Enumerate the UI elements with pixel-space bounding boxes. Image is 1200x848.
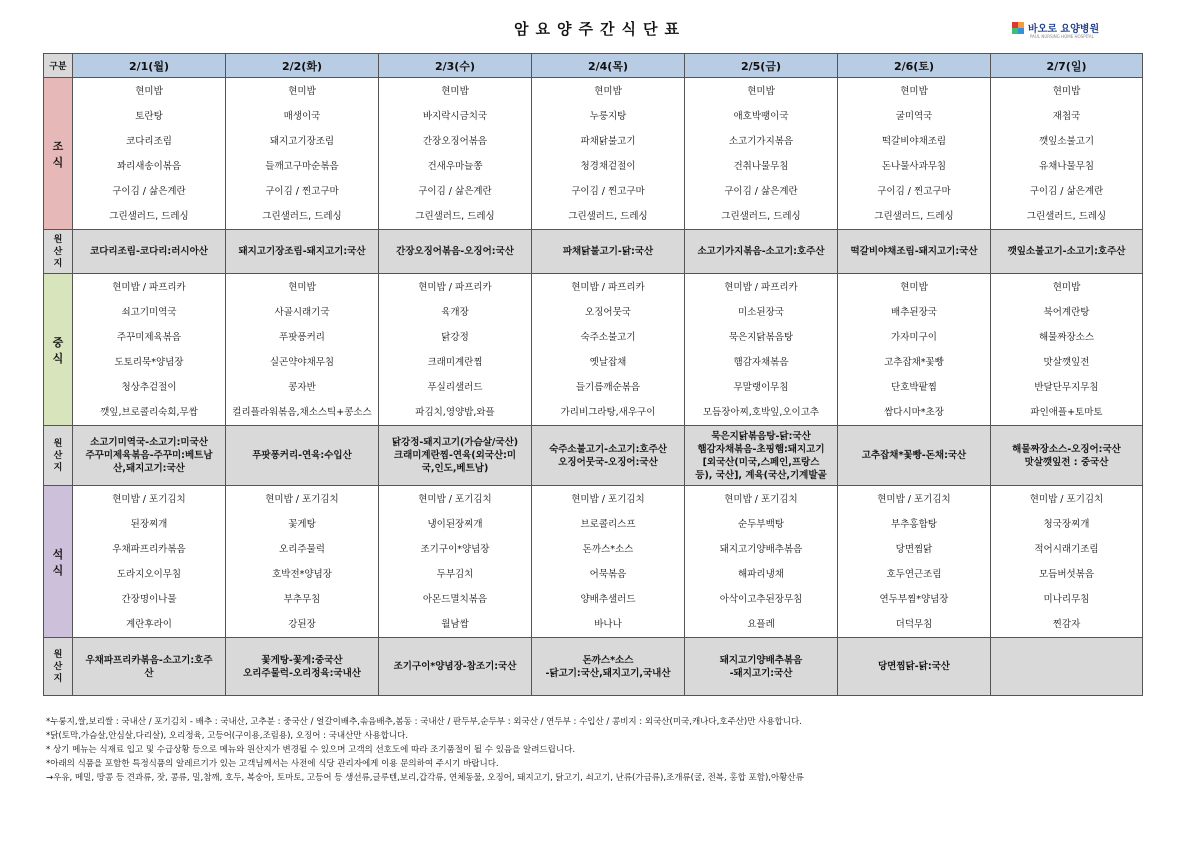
page-title: 암요양주간식단표 [514, 20, 686, 38]
menu-item: 들기름깨순볶음 [575, 381, 641, 393]
menu-item: 그린샐러드, 드레싱 [568, 210, 648, 222]
day-header: 2/1(월) [73, 54, 226, 78]
menu-item: 더덕무침 [895, 618, 933, 630]
menu-item: 현미밥 / 포기김치 [877, 493, 951, 505]
lunch-cell [226, 274, 379, 426]
origin-line: 조기구이*양념장-참조기:국산 [393, 661, 517, 672]
origin-line: 돈까스*소스 [582, 654, 634, 666]
origin-line: 숙주소불고기-소고기:호주산 [549, 443, 667, 455]
menu-item: 유채나물무침 [1038, 160, 1095, 172]
menu-item: 건새우마늘쫑 [427, 160, 483, 172]
menu-item: 주꾸미제육볶음 [116, 331, 182, 343]
breakfast-cell [73, 78, 226, 230]
menu-item: 토란탕 [135, 110, 163, 122]
menu-item: 구이김 / 삶은계란 [1029, 185, 1104, 197]
menu-item: 들깨고구마순볶음 [265, 160, 339, 172]
menu-item: 구이김 / 삶은계란 [418, 185, 492, 197]
menu-item: 고추잡채*꽃빵 [884, 356, 944, 368]
origin-line: 닭강정-돼지고기(가슴살/국산) [391, 437, 519, 448]
menu-item: 떡갈비야채조림 [881, 135, 947, 147]
dinner-cell [226, 486, 379, 638]
origin-line: 당면찜닭-닭:국산 [878, 661, 950, 672]
origin-cell [685, 426, 838, 486]
menu-item: 모듬버섯볶음 [1038, 568, 1095, 580]
origin-cell: 파채닭불고기-닭:국산 [532, 230, 685, 274]
menu-item: 도라지오이무침 [116, 568, 182, 580]
menu-item: 모듬장아찌,호박잎,오이고추 [702, 406, 820, 418]
origin-line: 고추잡채*꽃빵-돈채:국산 [861, 450, 967, 461]
menu-item: 연두부찜*양념장 [879, 593, 949, 605]
dinner-cell [379, 486, 532, 638]
menu-item: 해물짜장소스 [1038, 331, 1095, 343]
origin-cell [379, 426, 532, 486]
menu-item: 청상추겉절이 [121, 381, 177, 393]
day-header: 2/5(금) [685, 54, 838, 78]
menu-item: 파채닭불고기 [580, 135, 636, 147]
breakfast-origin-row [44, 230, 1143, 274]
lunch-origin-row [44, 426, 1143, 486]
origin-line: [외국산(미국,스페인,프랑스 [702, 456, 820, 468]
breakfast-cell [685, 78, 838, 230]
menu-item: 숙주소불고기 [580, 331, 636, 343]
menu-item: 돼지고기양배추볶음 [719, 543, 803, 555]
lunch-cell [991, 274, 1143, 426]
menu-item: 소고기가지볶음 [728, 135, 794, 147]
day-header: 2/4(목) [532, 54, 685, 78]
menu-item: 부추홍합탕 [891, 518, 937, 530]
menu-item: 구이김 / 삶은계란 [112, 185, 186, 197]
origin-cell [532, 426, 685, 486]
note-line: *아래의 식품을 포함한 특정식품의 알레르기가 있는 고객님께서는 사전에 식당 관리자에게 이용 문의하여 주시기 바랍니다. [46, 759, 499, 769]
menu-item: 굴미역국 [895, 110, 933, 122]
menu-item: 그린샐러드, 드레싱 [415, 210, 495, 222]
menu-item: 현미밥 / 포기김치 [265, 493, 339, 505]
menu-item: 냉이된장찌개 [427, 518, 483, 530]
dinner-cell [685, 486, 838, 638]
menu-item: 현미밥 / 파프리카 [724, 281, 798, 293]
breakfast-cell [838, 78, 991, 230]
menu-item: 해파리냉채 [738, 568, 784, 580]
logo-subtitle: PAUL NURSING HOME HOSPITAL [1030, 34, 1094, 39]
menu-item: 닭강정 [441, 331, 469, 343]
menu-item: 어묵볶음 [589, 568, 627, 580]
menu-item: 양배추샐러드 [580, 593, 636, 605]
menu-item: 현미밥 [747, 85, 775, 97]
menu-item: 햄감자채볶음 [733, 356, 789, 368]
menu-item: 아삭이고추된장무침 [719, 593, 803, 605]
menu-item: 파김치,영양밥,와플 [415, 406, 495, 418]
origin-cell: 간장오징어볶음-오징어:국산 [379, 230, 532, 274]
menu-item: 그린샐러드, 드레싱 [721, 210, 801, 222]
menu-item: 재첩국 [1052, 110, 1081, 122]
menu-item: 현미밥 / 파프리카 [418, 281, 492, 293]
menu-item: 오징어뭇국 [585, 306, 631, 318]
menu-item: 구이김 / 찐고구마 [571, 185, 645, 197]
lunch-cell [532, 274, 685, 426]
menu-item: 돈나물사과무침 [881, 160, 947, 172]
note-line: *닭(토막,가슴살,안심살,다리살), 오리정육, 고등어(구이용,조림용), 오징어 : 국내산만 사용합니다. [46, 731, 409, 741]
dinner-label: 석 식 [44, 486, 73, 638]
lunch-row [44, 274, 1143, 426]
lunch-cell [685, 274, 838, 426]
menu-item: 현미밥 [900, 281, 928, 293]
menu-item: 바나나 [594, 618, 622, 630]
menu-item: 현미밥 [288, 281, 316, 293]
menu-item: 그린샐러드, 드레싱 [109, 210, 189, 222]
menu-item: 쇠고기미역국 [121, 306, 177, 318]
menu-item: 두부김치 [436, 568, 474, 580]
menu-item: 현미밥 [1052, 281, 1081, 293]
day-header: 2/3(수) [379, 54, 532, 78]
menu-item: 청국장찌개 [1043, 518, 1090, 530]
origin-cell [838, 638, 991, 696]
menu-item: 육개장 [441, 306, 469, 318]
menu-item: 쌈다시마*초장 [884, 406, 944, 418]
lunch-cell [838, 274, 991, 426]
origin-line: -돼지고기:국산 [729, 667, 793, 679]
menu-item: 푸팟퐁커리 [279, 331, 325, 343]
menu-item: 현미밥 / 포기김치 [1029, 493, 1104, 505]
origin-line: 오징어뭇국-오징어:국산 [558, 456, 658, 468]
menu-item: 깻잎,브로콜리숙회,무쌈 [100, 406, 198, 418]
lunch-label: 중 식 [44, 274, 73, 426]
dinner-row [44, 486, 1143, 638]
menu-item: 애호박팽이국 [733, 110, 789, 122]
origin-cell: 소고기가지볶음-소고기:호주산 [685, 230, 838, 274]
origin-label: 원 산 지 [44, 426, 73, 486]
origin-cell [73, 638, 226, 696]
menu-item: 코다리조림 [126, 135, 172, 147]
menu-item: 맛살깻잎전 [1043, 356, 1090, 368]
breakfast-cell [226, 78, 379, 230]
menu-item: 월남쌈 [441, 618, 469, 630]
origin-line: 산 [144, 667, 154, 679]
menu-item: 그린샐러드, 드레싱 [874, 210, 954, 222]
dinner-cell [838, 486, 991, 638]
origin-cell [991, 426, 1143, 486]
origin-cell [991, 638, 1143, 696]
menu-item: 단호박팥찜 [891, 381, 937, 393]
note-line: →우유, 메밀, 땅콩 등 견과류, 잣, 콩류, 밀,참깨, 호두, 복숭아, 토마토, 고등어 등 생선류,글루텐,보리,갑각류, 연체동물, 오징어, 돼지고기, 닭고기, 쇠고기, 난류(가금류),조개류(굴, 전복, 홍합 포함),아황산류 [46, 773, 804, 783]
origin-line: 소고기미역국-소고기:미국산 [90, 437, 208, 448]
origin-cell [226, 638, 379, 696]
menu-item: 그린샐러드, 드레싱 [262, 210, 342, 222]
menu-item: 콩자반 [288, 381, 316, 393]
menu-item: 현미밥 / 포기김치 [112, 493, 186, 505]
menu-item: 청경채겉절이 [580, 160, 636, 172]
menu-item: 깻잎소불고기 [1038, 135, 1095, 147]
menu-item: 실곤약야채무침 [269, 356, 335, 368]
origin-line: -닭고기:국산,돼지고기,국내산 [545, 667, 671, 679]
menu-item: 현미밥 / 포기김치 [418, 493, 492, 505]
logo-name: 바오로 요양병원 [1028, 24, 1100, 35]
origin-cell: 코다리조림-코다리:러시아산 [73, 230, 226, 274]
weekly-menu-table [43, 53, 1143, 696]
menu-item: 누룽지탕 [589, 110, 627, 122]
menu-item: 파인애플+토마토 [1030, 406, 1103, 418]
day-header: 2/6(토) [838, 54, 991, 78]
origin-line: 햄감자채볶음-초핑햄:돼지고기 [697, 443, 825, 455]
origin-cell [379, 638, 532, 696]
menu-item: 도토리묵*양념장 [114, 356, 184, 368]
origin-cell [73, 426, 226, 486]
menu-item: 가자미구이 [891, 331, 937, 343]
origin-line: 꽃게탕-꽃게:중국산 [261, 654, 343, 666]
lunch-cell [379, 274, 532, 426]
note-line: * 상기 메뉴는 식재료 입고 및 수급상황 등으로 메뉴와 원산지가 변경될 수 있으며 고객의 선호도에 따라 조기품절이 될 수 있음을 알려드립니다. [46, 745, 576, 755]
menu-item: 현미밥 [441, 85, 469, 97]
menu-item: 현미밥 / 포기김치 [571, 493, 645, 505]
menu-item: 구이김 / 찐고구마 [265, 185, 339, 197]
origin-cell [532, 638, 685, 696]
menu-item: 부추무침 [283, 593, 321, 605]
menu-item: 푸실리샐러드 [427, 381, 483, 393]
origin-label: 원 산 지 [44, 638, 73, 696]
origin-line: 등), 국산], 계육(국산,기계발골 [695, 469, 827, 481]
menu-item: 반달단무지무침 [1034, 381, 1099, 393]
menu-item: 크래미계란찜 [427, 356, 483, 368]
hospital-logo [1012, 20, 1099, 35]
menu-item: 강된장 [288, 618, 316, 630]
menu-item: 당면찜닭 [895, 543, 933, 555]
menu-item: 현미밥 / 파프리카 [112, 281, 186, 293]
breakfast-cell [379, 78, 532, 230]
gubun-header: 구분 [44, 54, 73, 78]
menu-item: 구이김 / 찐고구마 [877, 185, 951, 197]
origin-cell [226, 426, 379, 486]
menu-item: 현미밥 [594, 85, 622, 97]
menu-item: 현미밥 [135, 85, 163, 97]
origin-line: 크래미계란찜-연육(외국산:미 [393, 450, 517, 461]
menu-item: 돈까스*소스 [582, 543, 634, 555]
breakfast-label: 조 식 [44, 78, 73, 230]
breakfast-cell [991, 78, 1143, 230]
dinner-cell [991, 486, 1143, 638]
origin-line: 맛살깻잎전 : 중국산 [1024, 456, 1109, 468]
menu-item: 가리비그라탕,새우구이 [560, 406, 656, 418]
logo-icon [1012, 22, 1025, 34]
day-header: 2/2(화) [226, 54, 379, 78]
origin-line: 주꾸미제육볶음-주꾸미:베트남 [85, 450, 213, 461]
origin-line: 우채파프리카볶음-소고기:호주 [85, 654, 213, 666]
origin-line: 산,돼지고기:국산 [113, 463, 185, 474]
menu-item: 요플레 [747, 618, 775, 630]
menu-item: 무말랭이무침 [733, 381, 789, 393]
day-header: 2/7(일) [991, 54, 1143, 78]
menu-item: 바지락시금치국 [422, 110, 488, 122]
origin-cell: 깻잎소불고기-소고기:호주산 [991, 230, 1143, 274]
breakfast-cell [532, 78, 685, 230]
dinner-cell [532, 486, 685, 638]
dinner-origin-row [44, 638, 1143, 696]
menu-item: 묵은지닭볶음탕 [728, 331, 794, 343]
menu-item: 계란후라이 [126, 618, 172, 630]
origin-cell [838, 426, 991, 486]
origin-line: 오리주물럭-오리정육:국내산 [243, 667, 361, 679]
origin-line: 국,인도,베트남) [421, 463, 489, 474]
menu-item: 매생이국 [283, 110, 321, 122]
menu-item: 조기구이*양념장 [420, 543, 490, 555]
menu-item: 배추된장국 [891, 306, 937, 318]
menu-item: 현미밥 [1052, 85, 1081, 97]
origin-line: 묵은지닭볶음탕-닭:국산 [711, 430, 811, 442]
menu-item: 현미밥 [288, 85, 316, 97]
lunch-cell [73, 274, 226, 426]
menu-item: 우채파프리카볶음 [112, 543, 186, 555]
menu-item: 된장찌개 [130, 518, 168, 530]
origin-cell: 돼지고기장조림-돼지고기:국산 [226, 230, 379, 274]
menu-item: 미소된장국 [738, 306, 784, 318]
menu-item: 현미밥 / 포기김치 [724, 493, 798, 505]
menu-item: 돼지고기장조림 [269, 135, 335, 147]
menu-item: 찐감자 [1052, 618, 1081, 630]
menu-item: 호두연근조림 [886, 568, 942, 580]
origin-line: 돼지고기양배추볶음 [719, 654, 803, 666]
menu-item: 구이김 / 삶은계란 [724, 185, 798, 197]
menu-item: 아몬드멸치볶음 [422, 593, 488, 605]
origin-cell [685, 638, 838, 696]
menu-item: 꽈리새송이볶음 [116, 160, 182, 172]
menu-item: 브로콜리스프 [580, 518, 636, 530]
menu-item: 간장오징어볶음 [422, 135, 488, 147]
header-row [44, 54, 1143, 78]
menu-item: 미나리무침 [1043, 593, 1090, 605]
breakfast-row [44, 78, 1143, 230]
menu-item: 오리주물럭 [279, 543, 325, 555]
origin-line: 해물짜장소스-오징어:국산 [1012, 443, 1121, 455]
menu-item: 현미밥 [900, 85, 928, 97]
menu-item: 호박전*양념장 [272, 568, 332, 580]
menu-item: 북어계란탕 [1043, 306, 1090, 318]
menu-item: 컬리플라워볶음,채소스틱+콩소스 [232, 406, 372, 418]
menu-item: 적어시래기조림 [1034, 543, 1099, 555]
dinner-cell [73, 486, 226, 638]
menu-item: 순두부백탕 [738, 518, 784, 530]
menu-item: 간장명이나물 [121, 593, 177, 605]
menu-item: 그린샐러드, 드레싱 [1026, 210, 1107, 222]
menu-item: 옛날잡채 [589, 356, 627, 368]
notes-section [46, 715, 1146, 785]
origin-line: 푸팟퐁커리-연육:수입산 [252, 450, 352, 461]
menu-item: 현미밥 / 파프리카 [571, 281, 645, 293]
menu-item: 사골시래기국 [274, 306, 330, 318]
origin-cell: 떡갈비야채조림-돼지고기:국산 [838, 230, 991, 274]
menu-item: 꽃게탕 [288, 518, 316, 530]
origin-label: 원 산 지 [44, 230, 73, 274]
menu-item: 건취나물무침 [733, 160, 789, 172]
note-line: *누룽지,쌀,보리쌀 : 국내산 / 포기김치 - 배추 : 국내산, 고추분 : 중국산 / 얼갈이배추,솎음배추,봄동 : 국내산 / 판두부,순두부 : 외국산 / 연두부 : 수입산 / 콩비지 : 외국산(미국,캐나다,호주산)만 사용합니다. [46, 717, 802, 727]
